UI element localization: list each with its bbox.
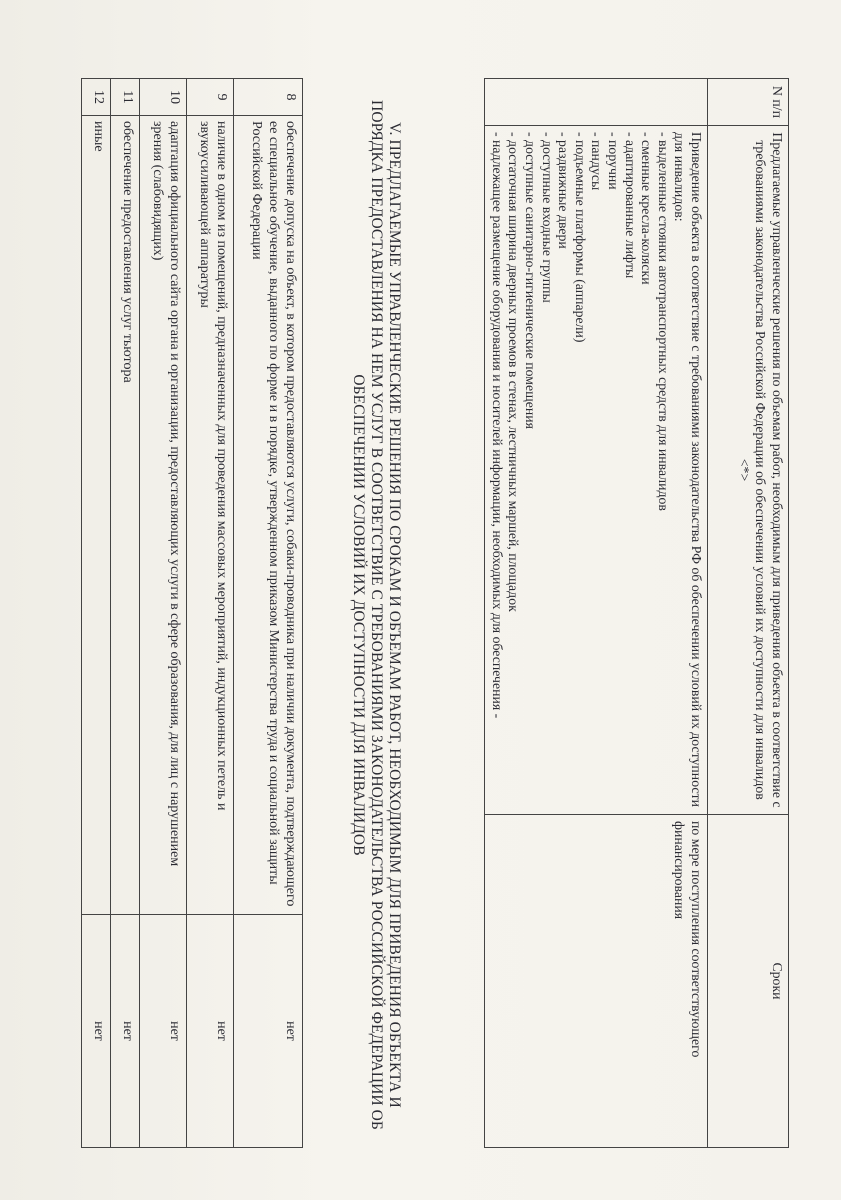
row-value: нет bbox=[82, 915, 111, 1148]
row-text: обеспечение предоставления услуг тьютора bbox=[111, 116, 140, 915]
decision-intro: Приведение объекта в соответствие с требованиями законодательства РФ об обеспечении условий их доступности для инвалидов: bbox=[672, 132, 704, 807]
row-value: нет bbox=[140, 915, 187, 1148]
list-item: - пандусы bbox=[588, 132, 605, 808]
list-item: - подъемные платформы (аппарели) bbox=[571, 132, 588, 808]
row-number: 10 bbox=[140, 79, 187, 116]
row-value: нет bbox=[111, 915, 140, 1148]
row-value: нет bbox=[187, 915, 234, 1148]
row-terms: по мере поступления соответствующего финансирования bbox=[485, 815, 708, 1148]
table-row bbox=[111, 79, 140, 1148]
row-text: обеспечение допуска на объект, в котором предоставляются услуги, собаки-проводника при наличии документа, подтверждающего ее специальное обучение, выданного по форме и в порядке, утвержденном приказом Министерства труда и социальной защиты Российской Федерации bbox=[234, 116, 303, 915]
row-number: 8 bbox=[234, 79, 303, 116]
table-row bbox=[187, 79, 234, 1148]
list-item: - поручни bbox=[604, 132, 621, 808]
table-row bbox=[140, 79, 187, 1148]
table-row bbox=[82, 79, 111, 1148]
row-text: адаптация официального сайта органа и организации, предоставляющих услуги в сфере образования, для лиц с нарушением зрения (слабовидящих) bbox=[140, 116, 187, 915]
list-item: - раздвижные двери bbox=[555, 132, 572, 808]
header-number: N п/п bbox=[708, 79, 789, 126]
decisions-table bbox=[484, 78, 789, 1148]
table-row bbox=[485, 79, 708, 1148]
row-number: 12 bbox=[82, 79, 111, 116]
row-decision bbox=[485, 126, 708, 815]
list-item: - достаточная ширина дверных проемов в стенах, лестничных маршей, площадок bbox=[505, 132, 522, 808]
list-item: - сменные кресла-коляски bbox=[638, 132, 655, 808]
header-terms: Сроки bbox=[708, 815, 789, 1148]
row-number: 11 bbox=[111, 79, 140, 116]
list-item: - надлежащее размещение оборудования и носителей информации, необходимых для обеспечения - bbox=[488, 132, 505, 808]
table-row bbox=[234, 79, 303, 1148]
accessibility-table-continued bbox=[81, 78, 303, 1148]
decision-list bbox=[488, 132, 671, 808]
section-heading: V. ПРЕДЛАГАЕМЫЕ УПРАВЛЕНЧЕСКИЕ РЕШЕНИЯ ПО СРОКАМ И ОБЪЕМАМ РАБОТ, НЕОБХОДИМЫМ ДЛЯ ПРИВЕДЕНИЯ ОБЪЕКТА И ПОРЯДКА ПРЕДОСТАВЛЕНИЯ НА НЕМ УСЛУГ В СООТВЕТСТВИЕ С ТРЕБОВАНИЯМИ ЗАКОНОДАТЕЛЬСТВА РОССИЙСКОЙ ФЕДЕРАЦИИ ОБ ОБЕСПЕЧЕНИИ УСЛОВИЙ ИХ ДОСТУПНОСТИ ДЛЯ ИНВАЛИДОВ bbox=[350, 100, 403, 1130]
header-decision: Предлагаемые управленческие решения по объемам работ, необходимым для приведения объекта в соответствие с требованиями законодательства Российской Федерации об обеспечении условий их доступности для инвалидов <*> bbox=[708, 126, 789, 815]
row-text: наличие в одном из помещений, предназначенных для проведения массовых мероприятий, индукционных петель и звукоусиливающей аппаратуры bbox=[187, 116, 234, 915]
table-header-row bbox=[708, 79, 789, 1148]
row-number: 9 bbox=[187, 79, 234, 116]
list-item: - доступные санитарно-гигиенические помещения bbox=[521, 132, 538, 808]
list-item: - адаптированные лифты bbox=[621, 132, 638, 808]
list-item: - доступные входные группы bbox=[538, 132, 555, 808]
row-number bbox=[485, 79, 708, 126]
list-item: - выделенные стоянки автотранспортных средств для инвалидов bbox=[654, 132, 671, 808]
row-value: нет bbox=[234, 915, 303, 1148]
row-text: иные bbox=[82, 116, 111, 915]
